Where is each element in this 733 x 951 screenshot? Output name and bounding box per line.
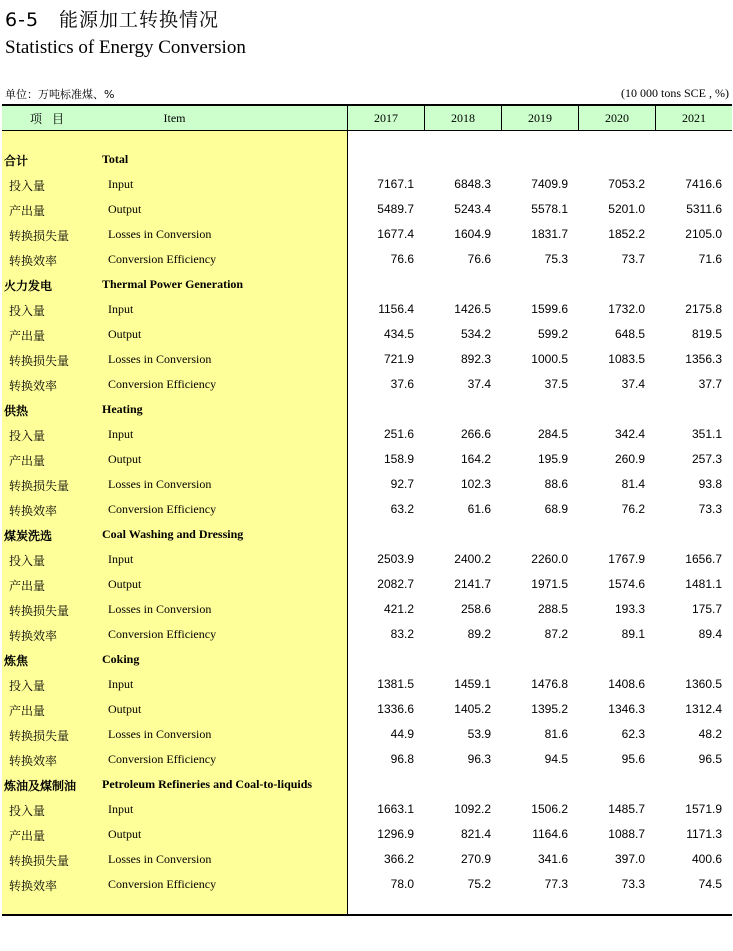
group-row xyxy=(0,773,733,798)
row-label-en: Losses in Conversion xyxy=(108,227,212,241)
value-cell: 2141.7 xyxy=(454,577,491,591)
value-cell: 821.4 xyxy=(460,827,491,841)
row-label-en: Input xyxy=(108,427,134,441)
value-cell: 341.6 xyxy=(537,852,568,866)
value-cell: 96.8 xyxy=(390,752,414,766)
row-label-en: Conversion Efficiency xyxy=(108,252,217,266)
value-cell: 76.6 xyxy=(390,252,414,266)
table-row xyxy=(0,198,733,223)
value-cell: 648.5 xyxy=(614,327,645,341)
value-cell: 1000.5 xyxy=(531,352,568,366)
row-label-cn: 转换效率 xyxy=(9,504,58,518)
table-row xyxy=(0,448,733,473)
value-cell: 1083.5 xyxy=(608,352,645,366)
value-cell: 258.6 xyxy=(460,602,491,616)
value-cell: 61.6 xyxy=(467,502,491,516)
value-cell: 2082.7 xyxy=(377,577,414,591)
table-row xyxy=(0,298,733,323)
row-label-en: Losses in Conversion xyxy=(108,852,212,866)
value-cell: 53.9 xyxy=(467,727,491,741)
row-label-cn: 转换损失量 xyxy=(9,729,70,743)
value-cell: 73.3 xyxy=(698,502,722,516)
value-cell: 257.3 xyxy=(691,452,722,466)
group-label-cn: 合计 xyxy=(4,154,29,168)
row-label-en: Output xyxy=(108,827,142,841)
value-cell: 78.0 xyxy=(390,877,414,891)
group-label-cn: 煤炭洗选 xyxy=(4,529,53,543)
group-label-en: Thermal Power Generation xyxy=(102,277,244,291)
row-label-cn: 产出量 xyxy=(9,704,46,718)
value-cell: 366.2 xyxy=(383,852,414,866)
table-body xyxy=(0,148,733,898)
value-cell: 95.6 xyxy=(621,752,645,766)
row-label-en: Input xyxy=(108,552,134,566)
value-cell: 421.2 xyxy=(383,602,414,616)
group-row xyxy=(0,648,733,673)
header-year: 2020 xyxy=(579,106,656,130)
header-year: 2018 xyxy=(425,106,502,130)
value-cell: 195.9 xyxy=(537,452,568,466)
row-label-en: Output xyxy=(108,202,142,216)
table-row xyxy=(0,548,733,573)
value-cell: 68.9 xyxy=(544,502,568,516)
table-row xyxy=(0,223,733,248)
table-row xyxy=(0,473,733,498)
group-label-en: Coking xyxy=(102,652,140,666)
value-cell: 1767.9 xyxy=(608,552,645,566)
header-item-cn: 项目 xyxy=(30,111,75,126)
value-cell: 1571.9 xyxy=(685,802,722,816)
value-cell: 1088.7 xyxy=(608,827,645,841)
value-cell: 71.6 xyxy=(698,252,722,266)
value-cell: 158.9 xyxy=(383,452,414,466)
value-cell: 1156.4 xyxy=(378,302,414,316)
value-cell: 1506.2 xyxy=(531,802,568,816)
value-cell: 819.5 xyxy=(691,327,722,341)
group-label-cn: 供热 xyxy=(4,404,29,418)
value-cell: 62.3 xyxy=(621,727,645,741)
value-cell: 75.2 xyxy=(467,877,491,891)
value-cell: 76.2 xyxy=(621,502,645,516)
value-cell: 288.5 xyxy=(537,602,568,616)
row-label-cn: 转换损失量 xyxy=(9,854,70,868)
table-row xyxy=(0,823,733,848)
value-cell: 83.2 xyxy=(390,627,414,641)
value-cell: 5311.6 xyxy=(686,202,722,216)
value-cell: 73.7 xyxy=(621,252,645,266)
row-label-cn: 转换效率 xyxy=(9,379,58,393)
row-label-en: Losses in Conversion xyxy=(108,477,212,491)
value-cell: 37.5 xyxy=(544,377,568,391)
value-cell: 5243.4 xyxy=(454,202,491,216)
value-cell: 284.5 xyxy=(537,427,568,441)
group-label-en: Coal Washing and Dressing xyxy=(102,527,244,541)
value-cell: 2260.0 xyxy=(531,552,568,566)
value-cell: 63.2 xyxy=(390,502,414,516)
row-label-cn: 转换损失量 xyxy=(9,479,70,493)
value-cell: 400.6 xyxy=(691,852,722,866)
value-cell: 534.2 xyxy=(460,327,491,341)
value-cell: 44.9 xyxy=(390,727,414,741)
row-label-en: Losses in Conversion xyxy=(108,352,212,366)
table-row xyxy=(0,323,733,348)
value-cell: 1599.6 xyxy=(531,302,568,316)
row-label-cn: 投入量 xyxy=(9,179,46,193)
row-label-cn: 产出量 xyxy=(9,829,46,843)
value-cell: 89.4 xyxy=(698,627,722,641)
group-label-cn: 炼焦 xyxy=(4,654,29,668)
value-cell: 48.2 xyxy=(698,727,722,741)
row-label-cn: 投入量 xyxy=(9,804,46,818)
value-cell: 81.4 xyxy=(621,477,645,491)
value-cell: 37.7 xyxy=(698,377,722,391)
group-label-en: Total xyxy=(102,152,129,166)
table-row xyxy=(0,873,733,898)
row-label-en: Output xyxy=(108,702,142,716)
value-cell: 75.3 xyxy=(544,252,568,266)
table-row xyxy=(0,723,733,748)
row-label-en: Conversion Efficiency xyxy=(108,377,217,391)
value-cell: 1395.2 xyxy=(531,702,568,716)
row-label-cn: 转换效率 xyxy=(9,629,58,643)
value-cell: 1381.5 xyxy=(377,677,414,691)
row-label-en: Conversion Efficiency xyxy=(108,502,217,516)
row-label-en: Conversion Efficiency xyxy=(108,752,217,766)
group-row xyxy=(0,273,733,298)
row-label-en: Output xyxy=(108,327,142,341)
row-label-cn: 投入量 xyxy=(9,554,46,568)
row-label-cn: 转换损失量 xyxy=(9,354,70,368)
value-cell: 251.6 xyxy=(383,427,414,441)
row-label-cn: 产出量 xyxy=(9,454,46,468)
row-label-en: Input xyxy=(108,802,134,816)
table-row xyxy=(0,573,733,598)
value-cell: 164.2 xyxy=(460,452,491,466)
group-label-cn: 炼油及煤制油 xyxy=(4,779,77,793)
value-cell: 1831.7 xyxy=(531,227,568,241)
group-row xyxy=(0,148,733,173)
value-cell: 721.9 xyxy=(383,352,414,366)
header-item xyxy=(2,106,348,130)
table-row xyxy=(0,173,733,198)
row-label-cn: 转换效率 xyxy=(9,879,58,893)
row-label-cn: 转换效率 xyxy=(9,254,58,268)
value-cell: 1663.1 xyxy=(377,802,414,816)
value-cell: 1164.6 xyxy=(532,827,568,841)
value-cell: 1476.8 xyxy=(531,677,568,691)
table-bottom-rule xyxy=(2,914,732,916)
value-cell: 96.3 xyxy=(467,752,491,766)
value-cell: 1677.4 xyxy=(377,227,414,241)
value-cell: 1296.9 xyxy=(377,827,414,841)
value-cell: 92.7 xyxy=(390,477,414,491)
value-cell: 175.7 xyxy=(691,602,722,616)
row-label-en: Input xyxy=(108,677,134,691)
value-cell: 7053.2 xyxy=(608,177,645,191)
row-label-cn: 产出量 xyxy=(9,329,46,343)
value-cell: 342.4 xyxy=(614,427,645,441)
value-cell: 2175.8 xyxy=(685,302,722,316)
row-label-cn: 产出量 xyxy=(9,204,46,218)
value-cell: 7167.1 xyxy=(377,177,414,191)
header-year: 2019 xyxy=(502,106,579,130)
value-cell: 1604.9 xyxy=(454,227,491,241)
table-header xyxy=(2,104,732,131)
value-cell: 1426.5 xyxy=(454,302,491,316)
group-row xyxy=(0,523,733,548)
unit-label-en: (10 000 tons SCE , %) xyxy=(621,86,729,100)
value-cell: 1656.7 xyxy=(685,552,722,566)
group-label-en: Heating xyxy=(102,402,143,416)
header-item-en: Item xyxy=(163,110,186,125)
value-cell: 1346.3 xyxy=(608,702,645,716)
value-cell: 1852.2 xyxy=(608,227,645,241)
table-row xyxy=(0,623,733,648)
value-cell: 1971.5 xyxy=(531,577,568,591)
page-title-en: Statistics of Energy Conversion xyxy=(5,37,246,58)
row-label-cn: 转换损失量 xyxy=(9,604,70,618)
header-year: 2017 xyxy=(348,106,425,130)
value-cell: 2400.2 xyxy=(454,552,491,566)
row-label-cn: 转换损失量 xyxy=(9,229,70,243)
row-label-cn: 投入量 xyxy=(9,429,46,443)
table-row xyxy=(0,698,733,723)
row-label-en: Conversion Efficiency xyxy=(108,877,217,891)
table-row xyxy=(0,248,733,273)
value-cell: 434.5 xyxy=(383,327,414,341)
value-cell: 89.2 xyxy=(467,627,491,641)
value-cell: 7416.6 xyxy=(685,177,722,191)
value-cell: 37.4 xyxy=(467,377,491,391)
row-label-en: Output xyxy=(108,577,142,591)
value-cell: 77.3 xyxy=(544,877,568,891)
row-label-en: Conversion Efficiency xyxy=(108,627,217,641)
table-row xyxy=(0,798,733,823)
value-cell: 1356.3 xyxy=(685,352,722,366)
value-cell: 351.1 xyxy=(691,427,722,441)
row-label-cn: 产出量 xyxy=(9,579,46,593)
value-cell: 81.6 xyxy=(544,727,568,741)
value-cell: 1405.2 xyxy=(454,702,491,716)
value-cell: 7409.9 xyxy=(531,177,568,191)
row-label-en: Output xyxy=(108,452,142,466)
group-label-en: Petroleum Refineries and Coal-to-liquids xyxy=(102,777,313,791)
value-cell: 5201.0 xyxy=(608,202,645,216)
value-cell: 260.9 xyxy=(614,452,645,466)
table-row xyxy=(0,348,733,373)
value-cell: 76.6 xyxy=(467,252,491,266)
value-cell: 1336.6 xyxy=(377,702,414,716)
group-label-cn: 火力发电 xyxy=(4,279,53,293)
value-cell: 1485.7 xyxy=(608,802,645,816)
table-row xyxy=(0,423,733,448)
table-row xyxy=(0,498,733,523)
value-cell: 599.2 xyxy=(537,327,568,341)
row-label-cn: 投入量 xyxy=(9,679,46,693)
page-title-cn: 6-5 能源加工转换情况 xyxy=(5,9,220,31)
value-cell: 892.3 xyxy=(460,352,491,366)
header-year: 2021 xyxy=(656,106,732,130)
value-cell: 1459.1 xyxy=(454,677,491,691)
row-label-cn: 转换效率 xyxy=(9,754,58,768)
row-label-en: Input xyxy=(108,177,134,191)
value-cell: 37.6 xyxy=(390,377,414,391)
table-row xyxy=(0,373,733,398)
row-label-cn: 投入量 xyxy=(9,304,46,318)
value-cell: 93.8 xyxy=(698,477,722,491)
table-row xyxy=(0,748,733,773)
value-cell: 270.9 xyxy=(460,852,491,866)
value-cell: 94.5 xyxy=(544,752,568,766)
value-cell: 74.5 xyxy=(698,877,722,891)
value-cell: 87.2 xyxy=(544,627,568,641)
value-cell: 1360.5 xyxy=(685,677,722,691)
group-row xyxy=(0,398,733,423)
row-label-en: Losses in Conversion xyxy=(108,727,212,741)
value-cell: 5578.1 xyxy=(531,202,568,216)
value-cell: 1481.1 xyxy=(685,577,722,591)
value-cell: 1092.2 xyxy=(454,802,491,816)
value-cell: 73.3 xyxy=(621,877,645,891)
value-cell: 397.0 xyxy=(614,852,645,866)
value-cell: 102.3 xyxy=(460,477,491,491)
value-cell: 1574.6 xyxy=(608,577,645,591)
value-cell: 266.6 xyxy=(460,427,491,441)
value-cell: 88.6 xyxy=(544,477,568,491)
value-cell: 1312.4 xyxy=(685,702,722,716)
table-row xyxy=(0,598,733,623)
value-cell: 1408.6 xyxy=(608,677,645,691)
value-cell: 2503.9 xyxy=(377,552,414,566)
unit-label-cn: 单位：万吨标准煤、% xyxy=(5,88,115,101)
value-cell: 2105.0 xyxy=(685,227,722,241)
table-row xyxy=(0,673,733,698)
row-label-en: Input xyxy=(108,302,134,316)
value-cell: 37.4 xyxy=(621,377,645,391)
table-row xyxy=(0,848,733,873)
value-cell: 1171.3 xyxy=(686,827,722,841)
row-label-en: Losses in Conversion xyxy=(108,602,212,616)
value-cell: 89.1 xyxy=(621,627,645,641)
value-cell: 96.5 xyxy=(698,752,722,766)
value-cell: 1732.0 xyxy=(608,302,645,316)
value-cell: 6848.3 xyxy=(454,177,491,191)
value-cell: 5489.7 xyxy=(377,202,414,216)
value-cell: 193.3 xyxy=(614,602,645,616)
